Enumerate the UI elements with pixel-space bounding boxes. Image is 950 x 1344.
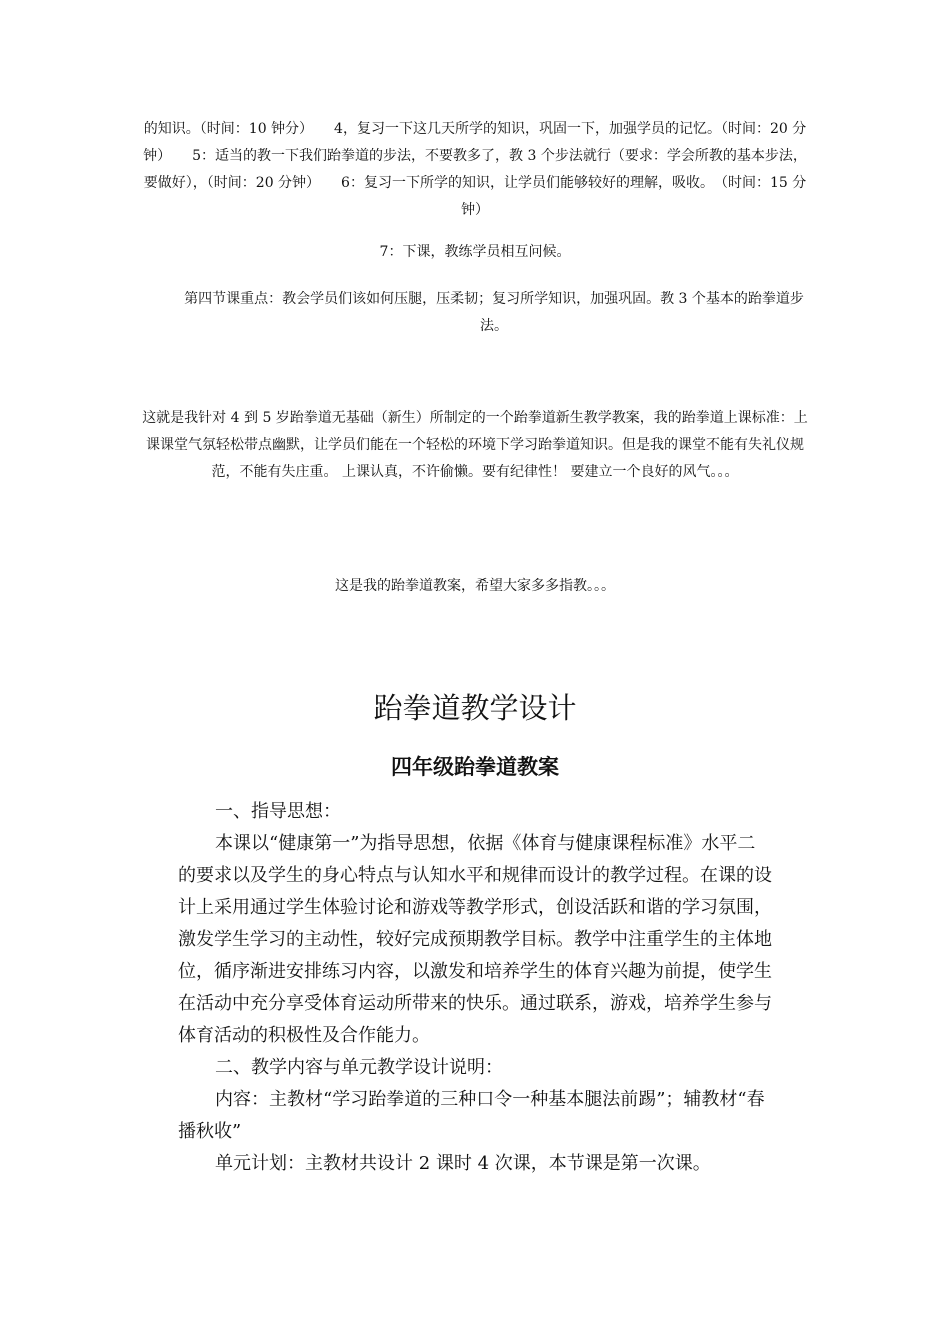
- section-title: 跆拳道教学设计: [373, 691, 577, 725]
- heading-guiding-idea: 一、指导思想：: [215, 801, 341, 822]
- paragraph-dismissal: 7：下课，教练学员相互问候。: [379, 244, 571, 260]
- paragraph-lesson4-focus: 第四节课重点：教会学员们该如何压腿，压柔韧；复习所学知识，加强巩固。教 3 个基本的跆拳道步法。: [184, 291, 804, 334]
- paragraph-content: 内容：主教材“学习跆拳道的三种口令一种基本腿法前踢”；辅教材“春播秋收”: [178, 1089, 765, 1142]
- paragraph-schedule: 的知识。（时间：10 钟分） 4，复习一下这几天所学的知识，巩固一下，加强学员的记忆。（时间：20 分钟） 5：适当的教一下我们跆拳道的步法，不要教多了，教 3 个步法就行（要求：学会所教的基本步法，要做好），（时间：20 分钟） 6：复习一下所学的知识，让学员们能够较好的理解，吸收。 （时间：15 分钟）: [143, 121, 807, 218]
- paragraph-closing: 这是我的跆拳道教案，希望大家多多指教。。。: [335, 578, 615, 594]
- paragraph-guiding-idea: 本课以“健康第一”为指导思想，依据《体育与健康课程标准》水平二的要求以及学生的身心特点与认知水平和规律而设计的教学过程。在课的设计上采用通过学生体验讨论和游戏等教学形式，创设活跃和谐的学习氛围，激发学生学习的主动性，较好完成预期教学目标。教学中注重学生的主体地位，循序渐进安排练习内容，以激发和培养学生的体育兴趣为前提，使学生在活动中充分享受体育运动所带来的快乐。通过联系，游戏，培养学生参与体育活动的积极性及合作能力。: [178, 833, 772, 1046]
- design-body: [178, 796, 773, 1180]
- paragraph-summary: 这就是我针对 4 到 5 岁跆拳道无基础（新生）所制定的一个跆拳道新生教学教案，我的跆拳道上课标准：上课课堂气氛轻松带点幽默，让学员们能在一个轻松的环境下学习跆拳道知识。但是我的课堂不能有失礼仪规范，不能有失庄重。 上课认真，不许偷懒。要有纪律性！ 要建立一个良好的风气。。。: [142, 410, 808, 480]
- heading-teaching-content: 二、教学内容与单元教学设计说明：: [215, 1057, 503, 1078]
- paragraph-unit-plan: 单元计划：主教材共设计 2 课时 4 次课，本节课是第一次课。: [215, 1153, 711, 1174]
- section-subtitle: 四年级跆拳道教案: [391, 755, 559, 779]
